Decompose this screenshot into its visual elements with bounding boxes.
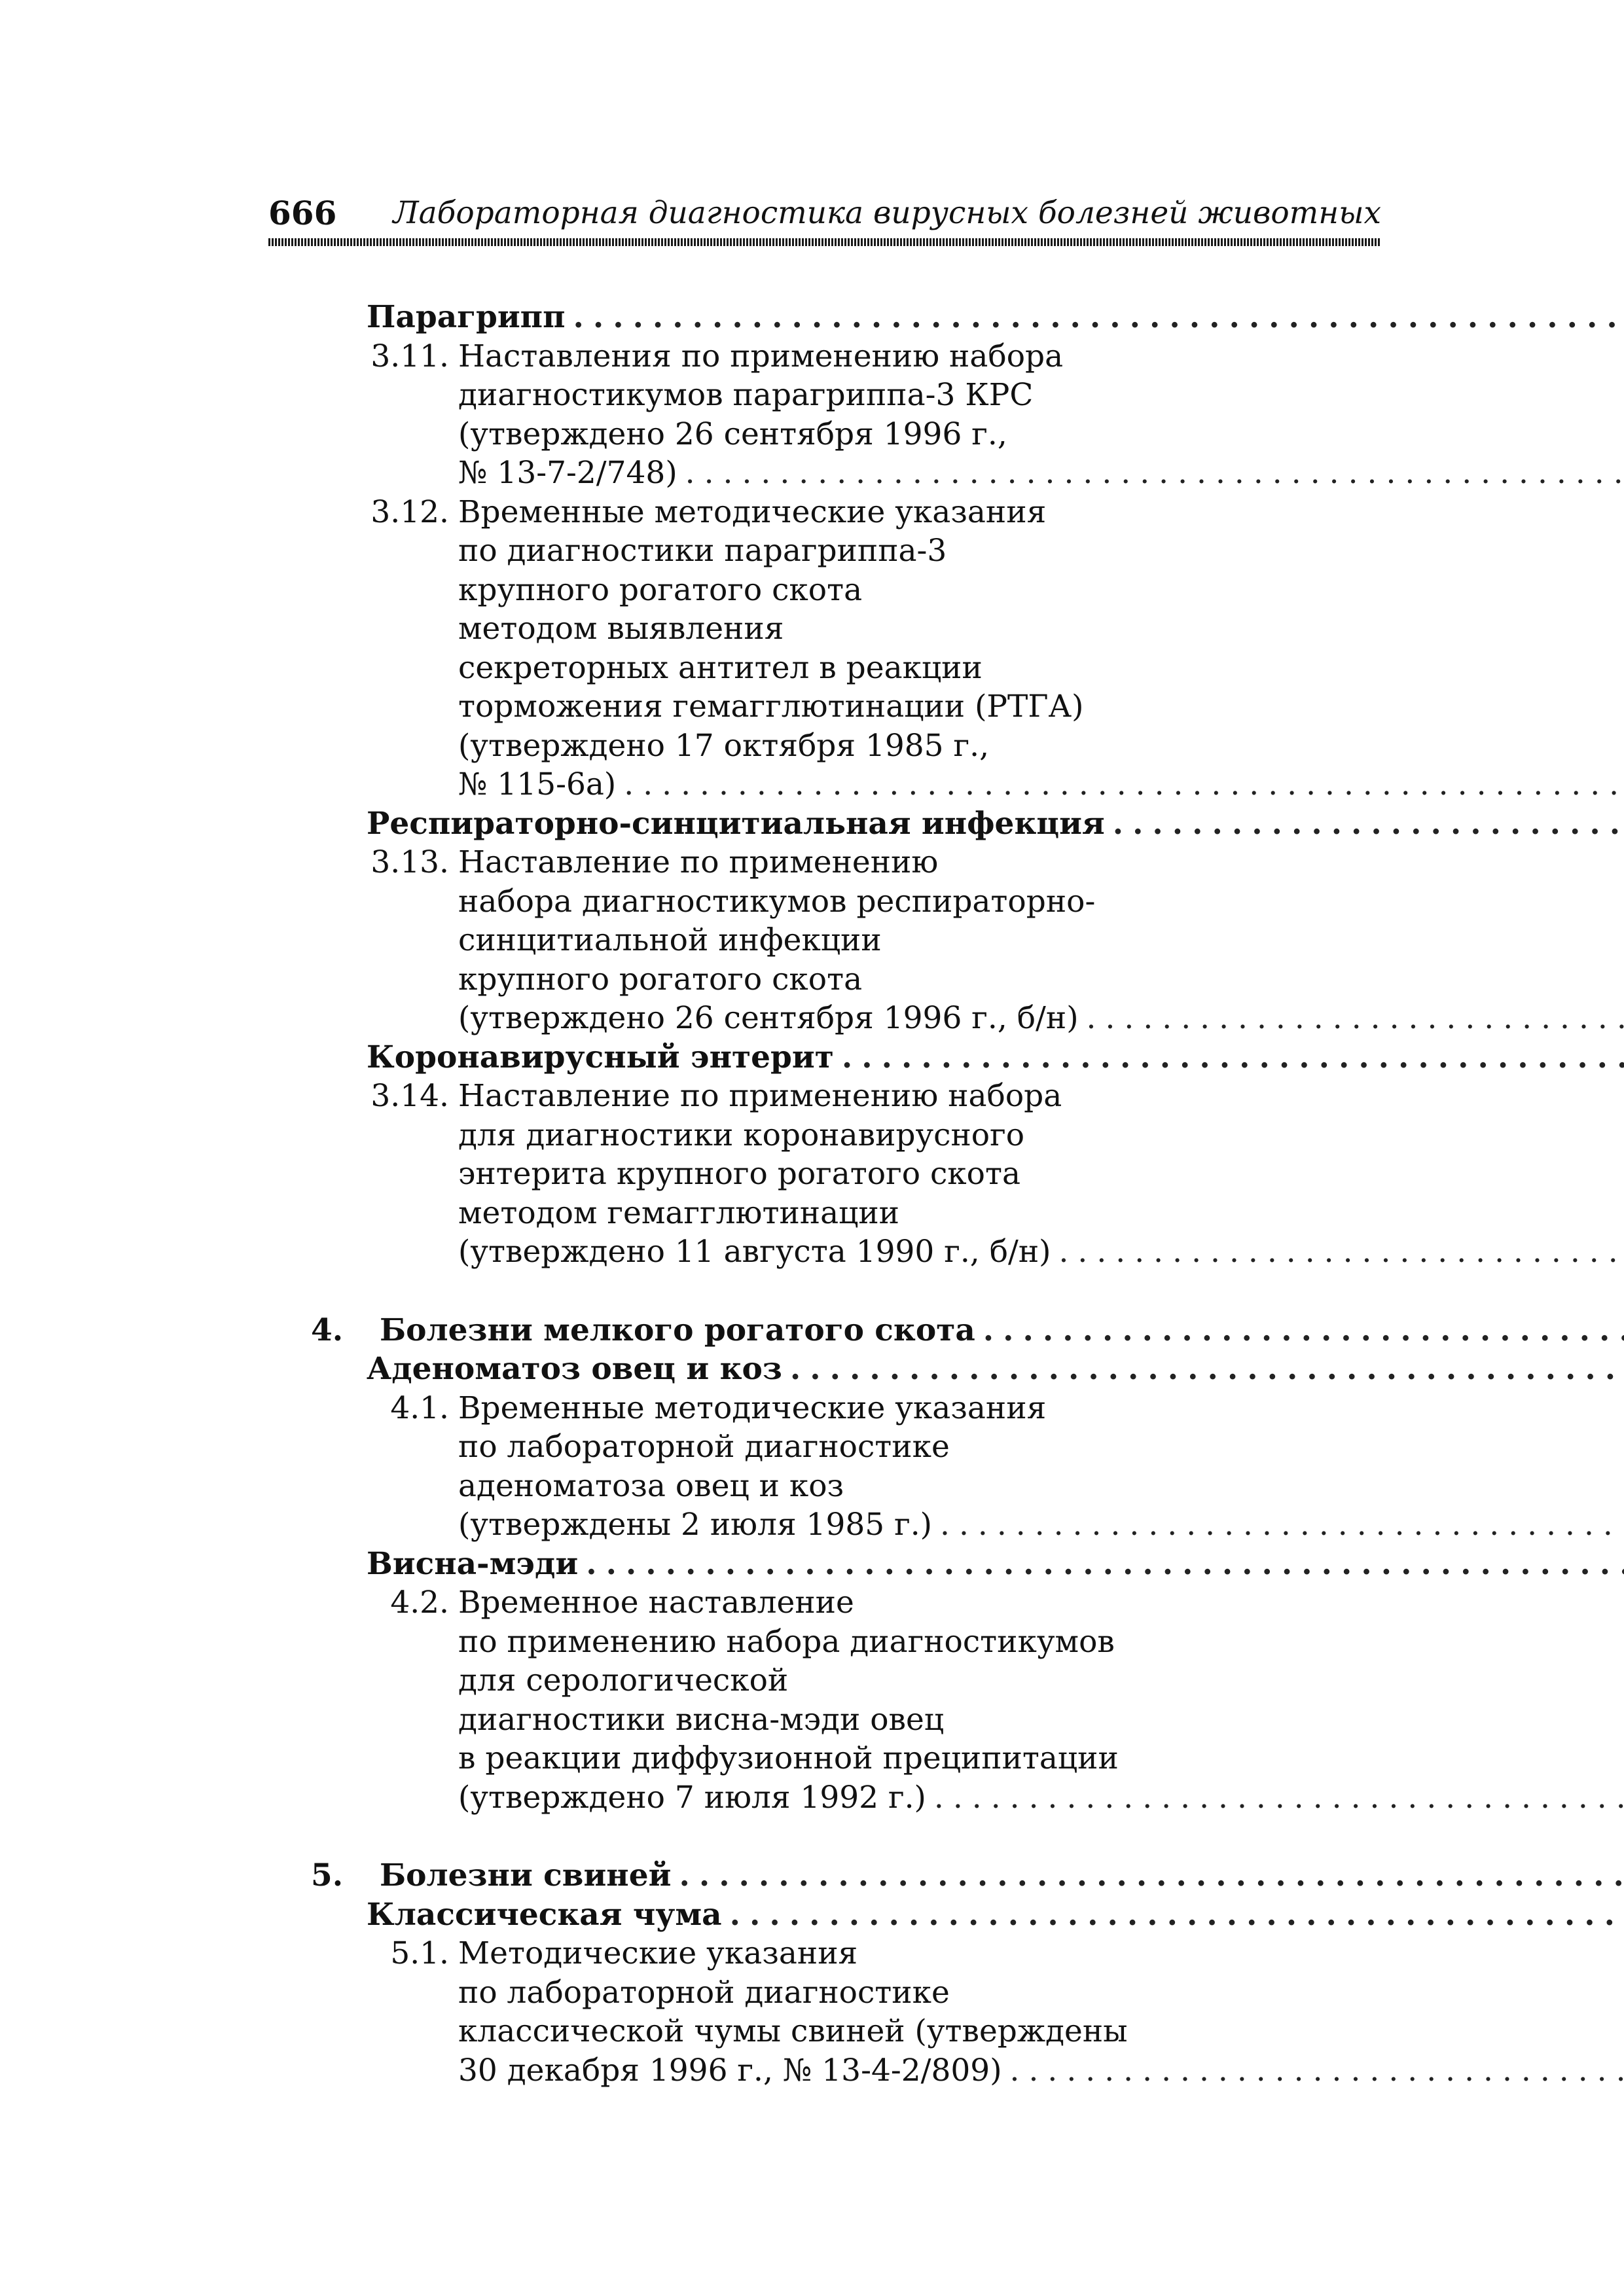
toc-entry-title	[367, 1545, 1624, 1584]
toc-entry-title-text: Коронавирусный энтерит	[367, 1039, 834, 1075]
toc-entry-number: 3.14.	[370, 1078, 449, 1114]
dot-leader	[679, 1856, 1624, 1895]
toc-entry-title-line: по лабораторной диагностике	[458, 1429, 950, 1465]
toc-entry-title-line: Наставление по применению набора	[458, 1078, 1062, 1114]
toc-entry-title-line: для диагностики коронавирусного	[458, 1117, 1025, 1153]
toc-entry-title-line	[367, 804, 1624, 844]
toc-entry-title	[458, 1583, 1624, 1817]
toc-entry-title-text: № 13-7-2/748)	[458, 455, 677, 491]
toc-entry-title-text: 30 декабря 1996 г., № 13-4-2/809)	[458, 2052, 1002, 2089]
toc-entry-number	[268, 1545, 367, 1584]
toc-entry-title-line	[367, 1038, 1624, 1077]
header-rule	[268, 238, 1381, 246]
toc-entry	[268, 1350, 1381, 1389]
toc-entry-number: 5.	[311, 1857, 344, 1893]
toc-entry-number: 4.	[311, 1312, 344, 1348]
toc-entry-number	[268, 1350, 367, 1389]
toc-entry-title-line: Временные методические указания	[458, 493, 1047, 530]
dot-leader	[1010, 2051, 1624, 2090]
toc-entry-title-line: Временное наставление	[458, 1585, 854, 1621]
dot-leader	[624, 765, 1624, 804]
toc-entry	[268, 493, 1381, 804]
toc-entry-title-text: Респираторно-синцитиальная инфекция	[367, 805, 1105, 842]
toc-entry-title-line: секреторных антител в реакции	[458, 649, 983, 686]
toc-entry-title-text: (утверждено 7 июля 1992 г.)	[458, 1779, 926, 1816]
dot-leader	[1087, 999, 1624, 1038]
toc-entry-title	[458, 843, 1624, 1038]
toc-entry	[268, 1895, 1381, 1935]
page-number: 666	[268, 194, 337, 232]
toc-entry-number: 5.1.	[390, 1935, 449, 1971]
dot-leader	[685, 454, 1624, 493]
toc-entry	[268, 1545, 1381, 1584]
dot-leader	[1058, 1232, 1624, 1272]
toc-entry-title-line: в реакции диффузионной преципитации	[458, 1740, 1119, 1776]
toc-entry-number: 4.2.	[390, 1585, 449, 1621]
toc-entry-title-line	[380, 1856, 1624, 1895]
toc-entry-title-line: набора диагностикумов респираторно-	[458, 883, 1096, 920]
toc-entry-title	[380, 1311, 1624, 1350]
toc-entry-title-line: по лабораторной диагностике	[458, 1974, 950, 2011]
toc-entry-title	[458, 1934, 1624, 2090]
toc-entry	[268, 1077, 1381, 1272]
toc-entry-title	[367, 1350, 1624, 1389]
toc-entry	[268, 337, 1381, 493]
toc-entry-title-line: крупного рогатого скота	[458, 571, 863, 608]
toc-entry-title-text: Классическая чума	[367, 1896, 722, 1933]
toc-entry-title-line	[380, 1311, 1624, 1350]
toc-entry-title-line	[458, 999, 1624, 1038]
dot-leader	[573, 298, 1624, 337]
running-title: Лабораторная диагностика вирусных болезней животных	[393, 195, 1381, 231]
dot-leader	[983, 1311, 1624, 1350]
toc-entry-title-line: энтерита крупного рогатого скота	[458, 1156, 1020, 1192]
toc-entry	[268, 1311, 1381, 1350]
toc-entry	[268, 1038, 1381, 1077]
toc-entry-title-line: Временные методические указания	[458, 1390, 1047, 1426]
toc-entry-title-line: Наставления по применению набора	[458, 338, 1064, 374]
toc-entry-number: 3.11.	[370, 338, 449, 374]
toc-entry-title-text: Висна-мэди	[367, 1545, 579, 1582]
toc-entry-title-line: торможения гемагглютинации (РТГА)	[458, 689, 1084, 725]
toc-entry-number	[268, 1038, 367, 1077]
toc-entry-title	[458, 1077, 1624, 1272]
toc-entry-title-text: Болезни мелкого рогатого скота	[380, 1312, 975, 1348]
toc-entry-number	[268, 298, 367, 337]
toc-entry-title-line: по применению набора диагностикумов	[458, 1623, 1115, 1660]
toc-entry	[268, 298, 1381, 337]
toc-entry-title-line: (утверждено 26 сентября 1996 г.,	[458, 416, 1007, 452]
toc-entry-title-text: (утверждены 2 июля 1985 г.)	[458, 1507, 933, 1543]
dot-leader	[934, 1778, 1624, 1818]
toc-entry-title-line: классической чумы свиней (утверждены	[458, 2013, 1128, 2049]
toc-entry	[268, 1389, 1381, 1545]
toc-entry-title-line: Методические указания	[458, 1935, 858, 1971]
dot-leader	[586, 1545, 1624, 1584]
toc-entry-title	[458, 337, 1624, 493]
toc-entry-title-text: (утверждено 11 августа 1990 г., б/н)	[458, 1234, 1051, 1270]
toc-entry-number: 4.1.	[390, 1390, 449, 1426]
toc-entry-title-line: синцитиальной инфекции	[458, 922, 882, 958]
toc-entry-title-line	[458, 454, 1624, 493]
toc-entry-title	[380, 1856, 1624, 1895]
table-of-contents	[268, 298, 1381, 2090]
toc-entry-title-text: Болезни свиней	[380, 1857, 672, 1893]
toc-entry-title-text: (утверждено 26 сентября 1996 г., б/н)	[458, 1000, 1079, 1036]
toc-entry	[268, 1583, 1381, 1817]
toc-entry	[268, 1856, 1381, 1895]
toc-entry	[268, 804, 1381, 844]
toc-entry-title-line	[458, 1232, 1624, 1272]
toc-entry-title-line: аденоматоза овец и коз	[458, 1467, 844, 1504]
toc-entry-title-line: (утверждено 17 октября 1985 г.,	[458, 727, 990, 764]
toc-entry-title-text: № 115-6а)	[458, 766, 617, 802]
toc-entry-title-line	[367, 1545, 1624, 1584]
toc-entry-title-text: Аденоматоз овец и коз	[367, 1351, 782, 1387]
toc-entry-title-line	[367, 298, 1624, 337]
toc-entry-title-line	[458, 1778, 1624, 1818]
toc-entry-title-line: для серологической	[458, 1662, 789, 1698]
toc-entry-title	[367, 1895, 1624, 1935]
toc-entry-title-line: Наставление по применению	[458, 844, 939, 880]
toc-entry	[268, 1934, 1381, 2090]
toc-entry-title-line	[458, 2051, 1624, 2090]
dot-leader	[1113, 804, 1624, 844]
toc-entry-title-line	[458, 765, 1624, 804]
toc-entry-number: 3.12.	[370, 493, 449, 530]
toc-entry-title-line	[458, 1505, 1624, 1545]
toc-entry-title-line	[367, 1350, 1624, 1389]
toc-entry-title-line: по диагностики парагриппа-3	[458, 533, 947, 569]
toc-entry-title	[458, 493, 1624, 804]
toc-entry	[268, 843, 1381, 1038]
toc-entry-title-line: методом гемагглютинации	[458, 1194, 899, 1231]
toc-entry-title-line	[367, 1895, 1624, 1935]
toc-entry-number: 3.13.	[370, 844, 449, 880]
dot-leader	[730, 1895, 1624, 1935]
dot-leader	[790, 1350, 1624, 1389]
toc-entry-title	[367, 1038, 1624, 1077]
toc-entry-title	[367, 298, 1624, 337]
running-header	[268, 195, 1381, 232]
dot-leader	[842, 1038, 1624, 1077]
toc-entry-title-line: диагностикумов парагриппа-3 КРС	[458, 377, 1034, 413]
toc-entry-number	[268, 804, 367, 844]
toc-entry-title-text: Парагрипп	[367, 299, 566, 335]
toc-entry-number	[268, 1895, 367, 1935]
dot-leader	[940, 1505, 1624, 1545]
toc-entry-title-line: крупного рогатого скота	[458, 961, 863, 997]
toc-entry-title	[458, 1389, 1624, 1545]
toc-entry-title-line: методом выявления	[458, 611, 784, 647]
toc-entry-title-line: диагностики висна-мэди овец	[458, 1701, 945, 1738]
toc-entry-title	[367, 804, 1624, 844]
